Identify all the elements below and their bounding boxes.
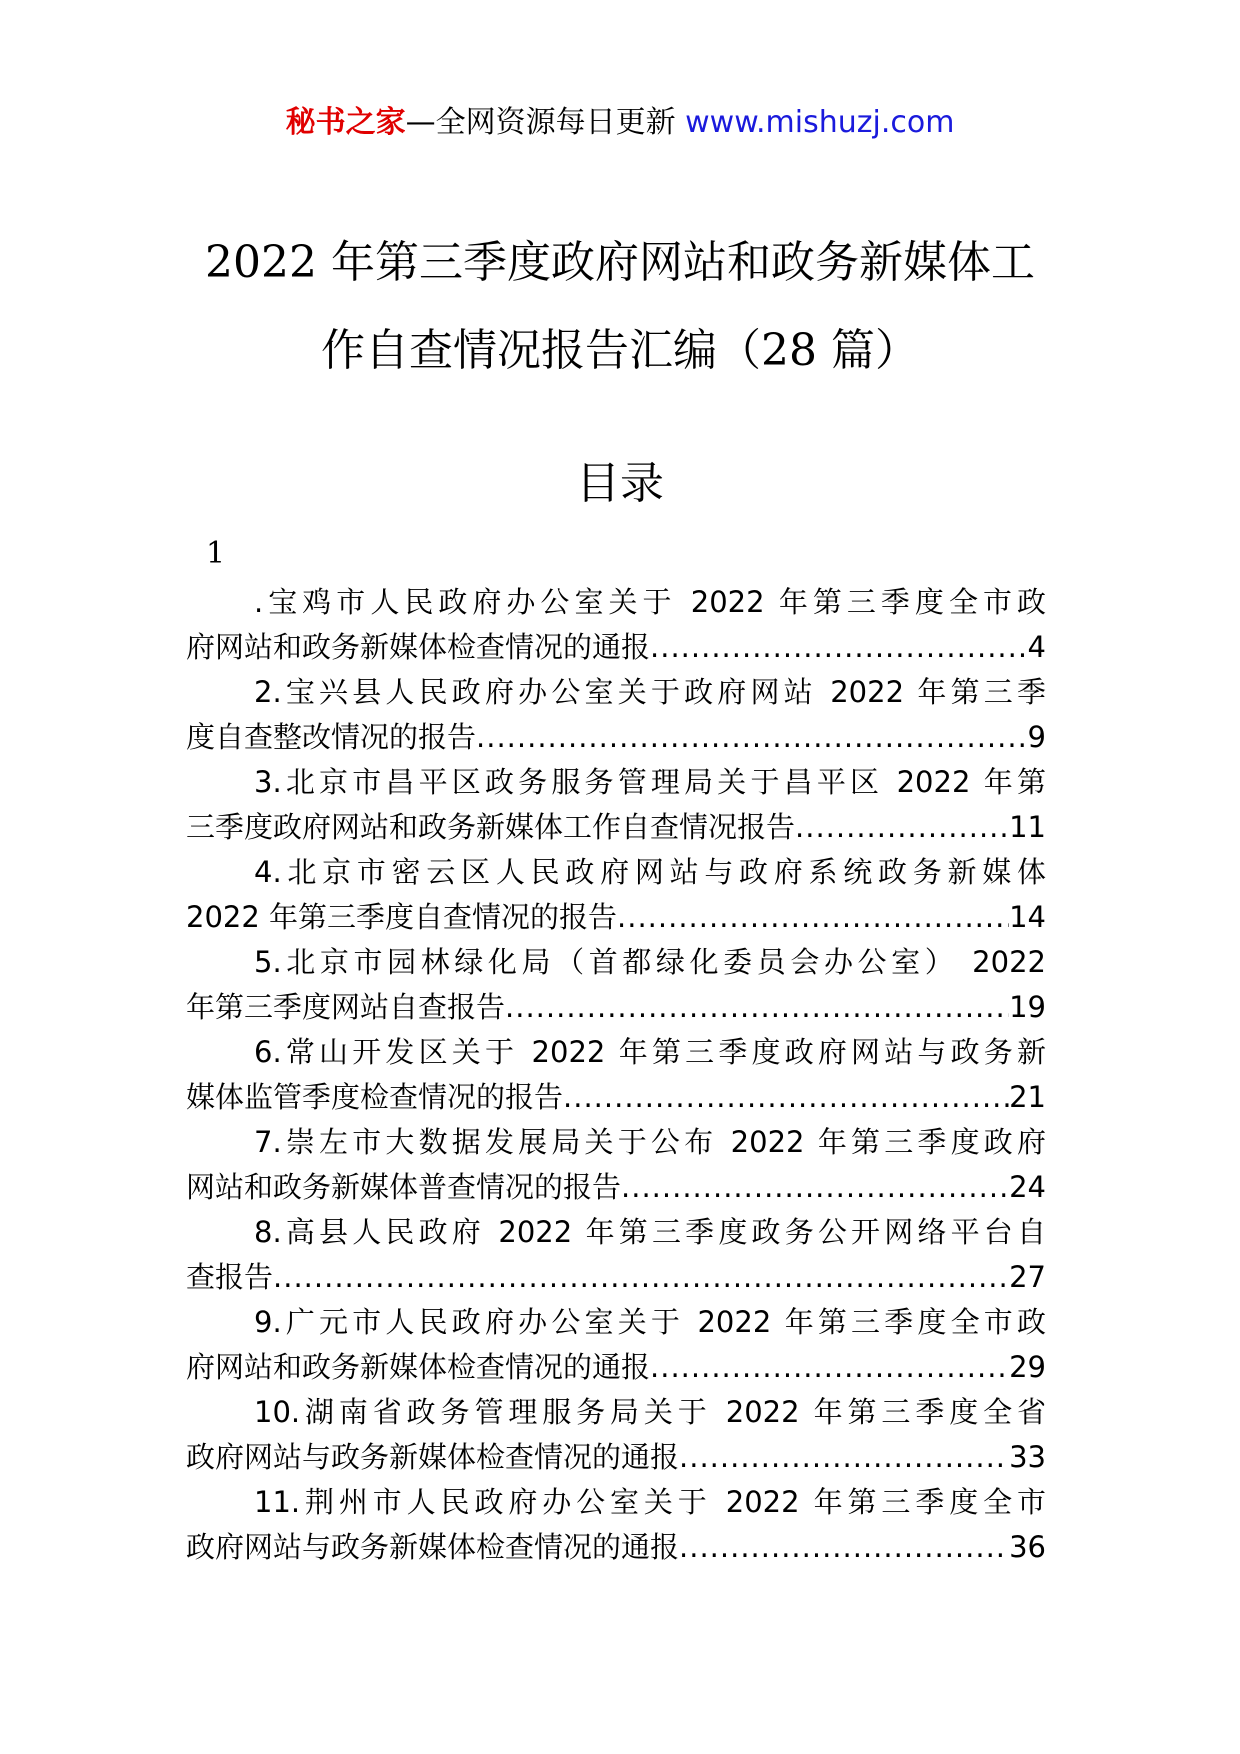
toc-entry-line-2: [186, 1435, 1046, 1480]
toc-page-number: 19: [1009, 990, 1046, 1024]
toc-page-number: 4: [1027, 630, 1046, 664]
toc-entry-line-2: [186, 985, 1046, 1030]
toc-entry-title-line-2: 政府网站与政务新媒体检查情况的通报: [186, 1440, 680, 1474]
toc-entry[interactable]: [186, 670, 1046, 760]
toc-entry-line-2: [186, 805, 1046, 850]
toc-entry-title-line-1: 11.荆州市人民政府办公室关于 2022 年第三季度全市: [254, 1485, 1046, 1519]
document-title-line-1: 2022 年第三季度政府网站和政务新媒体工: [205, 237, 1035, 288]
toc-entry-line-2: [186, 895, 1046, 940]
toc-entry-title-line-2: 府网站和政务新媒体检查情况的通报: [186, 1350, 651, 1384]
toc-entry-line-2: [186, 1075, 1046, 1120]
toc-entry-title-line-2: 2022 年第三季度自查情况的报告: [186, 900, 618, 934]
toc-dot-leader: [679, 1525, 1009, 1570]
brand-slogan: —全网资源每日更新: [405, 105, 676, 140]
toc-entry-title-line-1: 5.北京市园林绿化局（首都绿化委员会办公室） 2022: [254, 945, 1046, 979]
toc-entry-line-2: [186, 715, 1046, 760]
toc-entry-line-2: [186, 1525, 1046, 1570]
toc-entry-title-line-2: 府网站和政务新媒体检查情况的通报: [186, 630, 651, 664]
toc-page-number: 11: [1009, 810, 1046, 844]
toc-entry-title-line-1: 10.湖南省政务管理服务局关于 2022 年第三季度全省: [254, 1395, 1046, 1429]
toc-page-number: 21: [1009, 1080, 1046, 1114]
toc-dot-leader: [679, 1435, 1009, 1480]
toc-entry-title-line-2: 查报告: [186, 1260, 274, 1294]
toc-entry[interactable]: [186, 760, 1046, 850]
toc-entry-line-2: [186, 625, 1046, 670]
toc-entry-title-line-1: 6.常山开发区关于 2022 年第三季度政府网站与政务新: [254, 1035, 1046, 1069]
toc-entry[interactable]: [186, 1390, 1046, 1480]
toc-page-number: 14: [1009, 900, 1046, 934]
toc-page-number: 9: [1027, 720, 1046, 754]
toc-entry-title-line-1: 9.广元市人民政府办公室关于 2022 年第三季度全市政: [254, 1305, 1046, 1339]
toc-entry-title-line-1: 2.宝兴县人民政府办公室关于政府网站 2022 年第三季: [254, 675, 1046, 709]
toc-entry-line-2: [186, 1165, 1046, 1210]
site-link[interactable]: www.mishuzj.com: [685, 105, 955, 140]
toc-page-number: 27: [1009, 1260, 1046, 1294]
table-of-contents: [186, 580, 1046, 1570]
toc-dot-leader: [795, 805, 1009, 850]
toc-entry-line-2: [186, 1345, 1046, 1390]
toc-entry-title-line-2: 媒体监管季度检查情况的报告: [186, 1080, 564, 1114]
toc-entry-title-line-1: .宝鸡市人民政府办公室关于 2022 年第三季度全市政: [254, 585, 1046, 619]
toc-entry-title-line-2: 三季度政府网站和政务新媒体工作自查情况报告: [186, 810, 796, 844]
toc-entry-title-line-2: 网站和政务新媒体普查情况的报告: [186, 1170, 622, 1204]
toc-entry-title-line-2: 度自查整改情况的报告: [186, 720, 477, 754]
toc-entry[interactable]: [186, 1030, 1046, 1120]
toc-page-number: 29: [1009, 1350, 1046, 1384]
toc-entry-title-line-2: 政府网站与政务新媒体检查情况的通报: [186, 1530, 680, 1564]
toc-entry-title-line-1: 4.北京市密云区人民政府网站与政府系统政务新媒体: [254, 855, 1046, 889]
toc-heading: 目录: [576, 458, 664, 509]
toc-dot-leader: [273, 1255, 1009, 1300]
toc-dot-leader: [650, 1345, 1009, 1390]
toc-page-number: 24: [1009, 1170, 1046, 1204]
toc-dot-leader: [563, 1075, 1009, 1120]
toc-page-number: 36: [1009, 1530, 1046, 1564]
toc-dot-leader: [621, 1165, 1009, 1210]
site-banner: [0, 103, 1240, 143]
toc-entry[interactable]: [186, 1300, 1046, 1390]
toc-dot-leader: [505, 985, 1009, 1030]
toc-dot-leader: [650, 625, 1028, 670]
toc-entry-title-line-1: 3.北京市昌平区政务服务管理局关于昌平区 2022 年第: [254, 765, 1046, 799]
toc-entry[interactable]: [186, 1480, 1046, 1570]
toc-entry[interactable]: [186, 850, 1046, 940]
document-title-line-2: 作自查情况报告汇编（28 篇）: [321, 325, 919, 376]
toc-entry-title-line-1: 7.崇左市大数据发展局关于公布 2022 年第三季度政府: [254, 1125, 1046, 1159]
toc-entry[interactable]: [186, 1210, 1046, 1300]
toc-entry[interactable]: [186, 940, 1046, 1030]
toc-entry-title-line-1: 8.高县人民政府 2022 年第三季度政务公开网络平台自: [254, 1215, 1046, 1249]
toc-stray-number: 1: [206, 536, 226, 571]
toc-dot-leader: [476, 715, 1028, 760]
toc-page-number: 33: [1009, 1440, 1046, 1474]
toc-entry[interactable]: [186, 1120, 1046, 1210]
toc-entry-title-line-2: 年第三季度网站自查报告: [186, 990, 506, 1024]
toc-entry[interactable]: [186, 580, 1046, 670]
brand-name: 秘书之家: [285, 105, 406, 140]
toc-entry-line-2: [186, 1255, 1046, 1300]
toc-dot-leader: [617, 895, 1009, 940]
